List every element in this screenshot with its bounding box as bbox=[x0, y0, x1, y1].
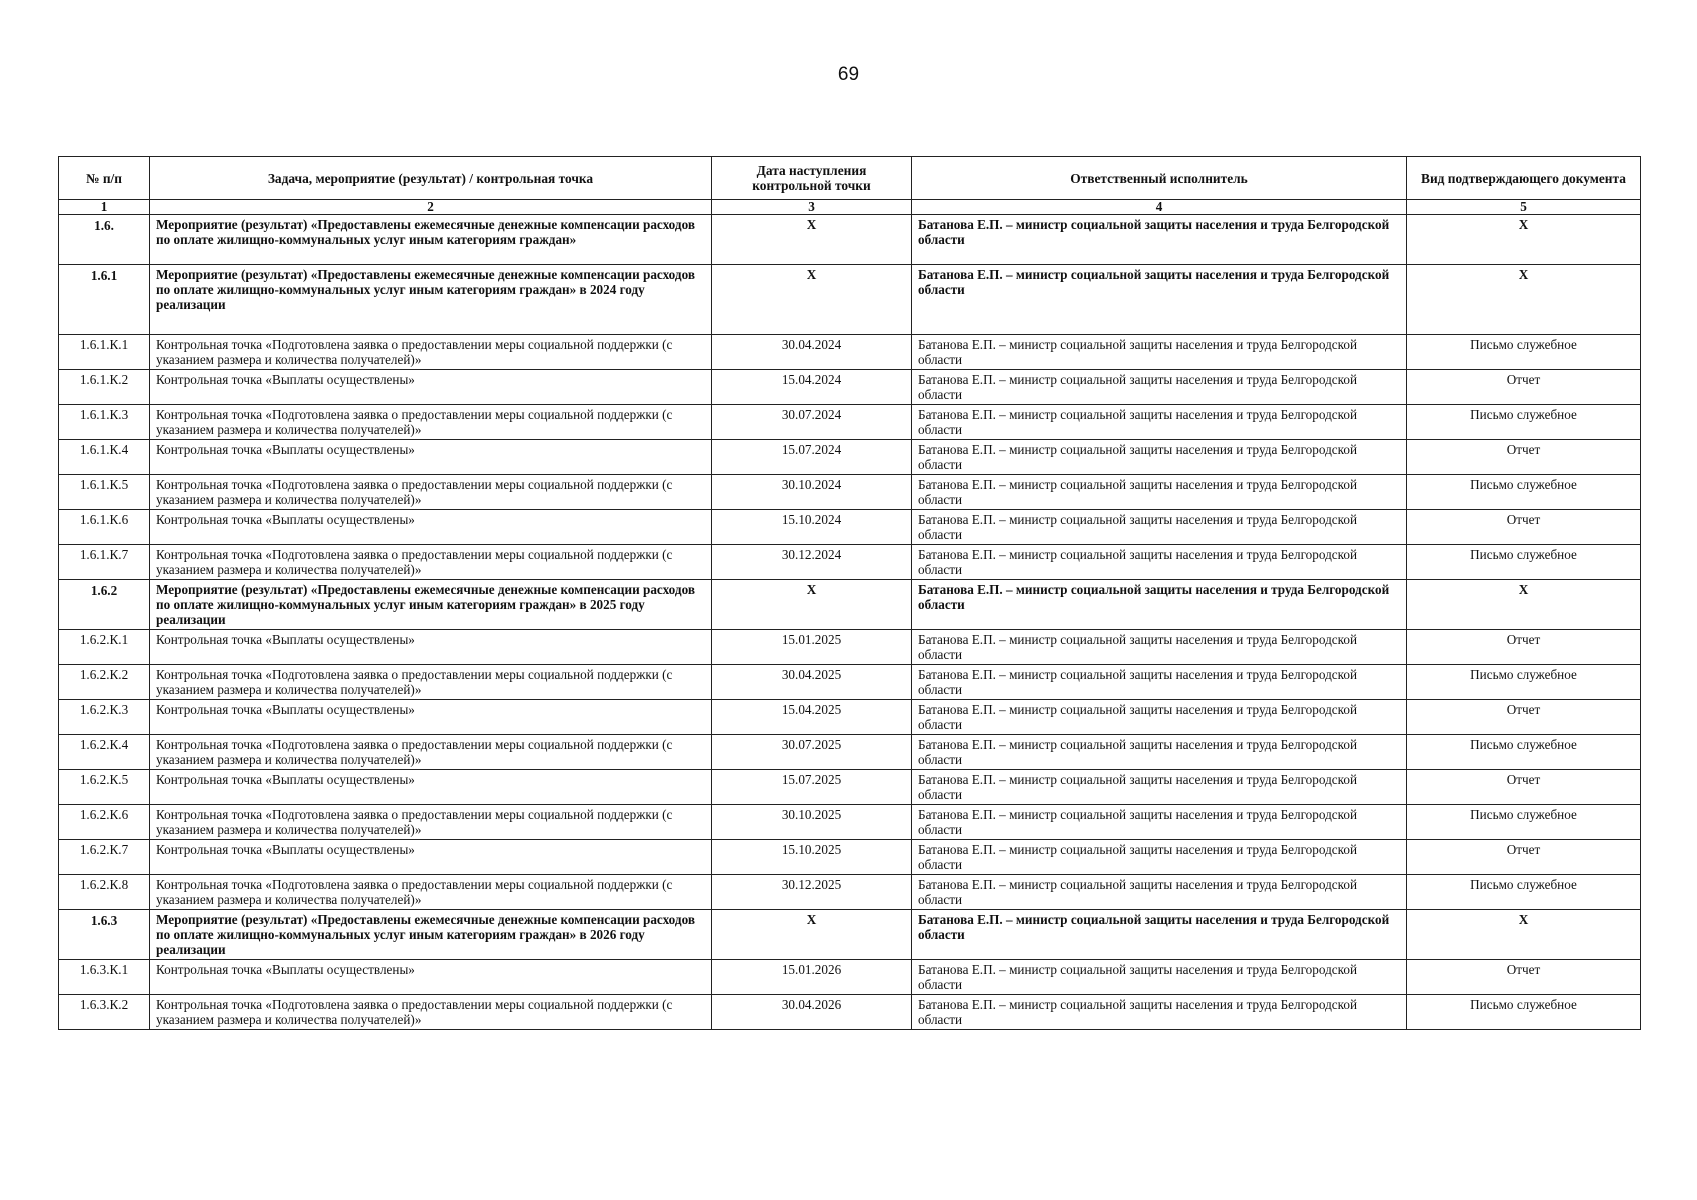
row-number: 1.6.2.К.1 bbox=[59, 630, 150, 665]
row-date: Х bbox=[712, 265, 912, 335]
row-document: Отчет bbox=[1407, 840, 1641, 875]
row-document: Письмо служебное bbox=[1407, 475, 1641, 510]
row-number: 1.6.2.К.4 bbox=[59, 735, 150, 770]
row-document: Письмо служебное bbox=[1407, 405, 1641, 440]
row-executor: Батанова Е.П. – министр социальной защиты населения и труда Белгородской области bbox=[912, 665, 1407, 700]
row-date: 15.04.2025 bbox=[712, 700, 912, 735]
row-date: 15.04.2024 bbox=[712, 370, 912, 405]
row-document: Отчет bbox=[1407, 700, 1641, 735]
column-number: 1 bbox=[59, 200, 150, 215]
table-row bbox=[59, 960, 1641, 995]
row-document: Письмо служебное bbox=[1407, 335, 1641, 370]
row-executor: Батанова Е.П. – министр социальной защиты населения и труда Белгородской области bbox=[912, 580, 1407, 630]
row-number: 1.6.3 bbox=[59, 910, 150, 960]
row-number: 1.6.1 bbox=[59, 265, 150, 335]
row-task: Контрольная точка «Выплаты осуществлены» bbox=[150, 440, 712, 475]
row-document: Отчет bbox=[1407, 510, 1641, 545]
row-task: Контрольная точка «Подготовлена заявка о предоставлении меры социальной поддержки (с указанием размера и количества получателей)» bbox=[150, 805, 712, 840]
row-date: 15.01.2025 bbox=[712, 630, 912, 665]
table-row bbox=[59, 805, 1641, 840]
row-executor: Батанова Е.П. – министр социальной защиты населения и труда Белгородской области bbox=[912, 875, 1407, 910]
row-number: 1.6.1.К.6 bbox=[59, 510, 150, 545]
table-row bbox=[59, 440, 1641, 475]
row-document: Письмо служебное bbox=[1407, 665, 1641, 700]
table-row bbox=[59, 770, 1641, 805]
row-task: Контрольная точка «Подготовлена заявка о предоставлении меры социальной поддержки (с указанием размера и количества получателей)» bbox=[150, 475, 712, 510]
row-task: Контрольная точка «Выплаты осуществлены» bbox=[150, 840, 712, 875]
header-document: Вид подтверждающего документа bbox=[1407, 157, 1641, 200]
row-task: Контрольная точка «Подготовлена заявка о предоставлении меры социальной поддержки (с указанием размера и количества получателей)» bbox=[150, 335, 712, 370]
row-date: 30.10.2024 bbox=[712, 475, 912, 510]
table-row bbox=[59, 475, 1641, 510]
row-date: 30.07.2024 bbox=[712, 405, 912, 440]
table-row bbox=[59, 840, 1641, 875]
row-date: 15.10.2025 bbox=[712, 840, 912, 875]
row-number: 1.6.3.К.2 bbox=[59, 995, 150, 1030]
row-task: Мероприятие (результат) «Предоставлены ежемесячные денежные компенсации расходов по оплате жилищно-коммунальных услуг иным категориям граждан» bbox=[150, 215, 712, 265]
table-row bbox=[59, 630, 1641, 665]
row-number: 1.6.1.К.4 bbox=[59, 440, 150, 475]
row-date: 15.07.2024 bbox=[712, 440, 912, 475]
row-executor: Батанова Е.П. – министр социальной защиты населения и труда Белгородской области bbox=[912, 770, 1407, 805]
row-document: Х bbox=[1407, 215, 1641, 265]
column-number: 5 bbox=[1407, 200, 1641, 215]
header-executor: Ответственный исполнитель bbox=[912, 157, 1407, 200]
control-points-table bbox=[58, 156, 1641, 1030]
row-document: Отчет bbox=[1407, 440, 1641, 475]
row-executor: Батанова Е.П. – министр социальной защиты населения и труда Белгородской области bbox=[912, 335, 1407, 370]
row-executor: Батанова Е.П. – министр социальной защиты населения и труда Белгородской области bbox=[912, 630, 1407, 665]
row-date: 15.10.2024 bbox=[712, 510, 912, 545]
table-row bbox=[59, 265, 1641, 335]
row-number: 1.6.1.К.3 bbox=[59, 405, 150, 440]
row-number: 1.6.1.К.2 bbox=[59, 370, 150, 405]
row-date: 30.04.2024 bbox=[712, 335, 912, 370]
row-executor: Батанова Е.П. – министр социальной защиты населения и труда Белгородской области bbox=[912, 510, 1407, 545]
row-task: Контрольная точка «Выплаты осуществлены» bbox=[150, 370, 712, 405]
row-document: Отчет bbox=[1407, 960, 1641, 995]
row-date: 30.10.2025 bbox=[712, 805, 912, 840]
row-task: Контрольная точка «Подготовлена заявка о предоставлении меры социальной поддержки (с указанием размера и количества получателей)» bbox=[150, 995, 712, 1030]
column-number: 2 bbox=[150, 200, 712, 215]
row-executor: Батанова Е.П. – министр социальной защиты населения и труда Белгородской области bbox=[912, 475, 1407, 510]
row-number: 1.6.2.К.8 bbox=[59, 875, 150, 910]
row-task: Контрольная точка «Выплаты осуществлены» bbox=[150, 770, 712, 805]
row-task: Контрольная точка «Подготовлена заявка о предоставлении меры социальной поддержки (с указанием размера и количества получателей)» bbox=[150, 875, 712, 910]
table-row bbox=[59, 370, 1641, 405]
row-number: 1.6.2 bbox=[59, 580, 150, 630]
column-number: 4 bbox=[912, 200, 1407, 215]
row-date: 30.12.2024 bbox=[712, 545, 912, 580]
row-number: 1.6.2.К.5 bbox=[59, 770, 150, 805]
row-executor: Батанова Е.П. – министр социальной защиты населения и труда Белгородской области bbox=[912, 405, 1407, 440]
row-number: 1.6.1.К.5 bbox=[59, 475, 150, 510]
row-executor: Батанова Е.П. – министр социальной защиты населения и труда Белгородской области bbox=[912, 910, 1407, 960]
row-executor: Батанова Е.П. – министр социальной защиты населения и труда Белгородской области bbox=[912, 440, 1407, 475]
row-number: 1.6.2.К.7 bbox=[59, 840, 150, 875]
row-task: Контрольная точка «Выплаты осуществлены» bbox=[150, 630, 712, 665]
row-document: Отчет bbox=[1407, 370, 1641, 405]
row-task: Контрольная точка «Выплаты осуществлены» bbox=[150, 960, 712, 995]
row-number: 1.6.2.К.3 bbox=[59, 700, 150, 735]
row-task: Контрольная точка «Выплаты осуществлены» bbox=[150, 700, 712, 735]
table-row bbox=[59, 700, 1641, 735]
row-executor: Батанова Е.П. – министр социальной защиты населения и труда Белгородской области bbox=[912, 700, 1407, 735]
page-number: 69 bbox=[837, 64, 860, 85]
row-date: 30.04.2025 bbox=[712, 665, 912, 700]
row-executor: Батанова Е.П. – министр социальной защиты населения и труда Белгородской области bbox=[912, 805, 1407, 840]
row-date: Х bbox=[712, 910, 912, 960]
row-executor: Батанова Е.П. – министр социальной защиты населения и труда Белгородской области bbox=[912, 735, 1407, 770]
row-document: Письмо служебное bbox=[1407, 735, 1641, 770]
column-number-row bbox=[59, 200, 1641, 215]
table-row bbox=[59, 875, 1641, 910]
table-row bbox=[59, 910, 1641, 960]
row-date: 15.07.2025 bbox=[712, 770, 912, 805]
row-date: 30.12.2025 bbox=[712, 875, 912, 910]
row-task: Мероприятие (результат) «Предоставлены ежемесячные денежные компенсации расходов по оплате жилищно-коммунальных услуг иным категориям граждан» в 2026 году реализации bbox=[150, 910, 712, 960]
row-task: Контрольная точка «Подготовлена заявка о предоставлении меры социальной поддержки (с указанием размера и количества получателей)» bbox=[150, 545, 712, 580]
row-document: Письмо служебное bbox=[1407, 805, 1641, 840]
table-row bbox=[59, 510, 1641, 545]
row-document: Х bbox=[1407, 910, 1641, 960]
table-row bbox=[59, 735, 1641, 770]
table-row bbox=[59, 335, 1641, 370]
table-header-row bbox=[59, 157, 1641, 200]
header-task: Задача, мероприятие (результат) / контрольная точка bbox=[150, 157, 712, 200]
row-document: Отчет bbox=[1407, 630, 1641, 665]
row-number: 1.6.1.К.7 bbox=[59, 545, 150, 580]
row-executor: Батанова Е.П. – министр социальной защиты населения и труда Белгородской области bbox=[912, 995, 1407, 1030]
row-task: Мероприятие (результат) «Предоставлены ежемесячные денежные компенсации расходов по оплате жилищно-коммунальных услуг иным категориям граждан» в 2025 году реализации bbox=[150, 580, 712, 630]
row-executor: Батанова Е.П. – министр социальной защиты населения и труда Белгородской области bbox=[912, 215, 1407, 265]
row-document: Письмо служебное bbox=[1407, 875, 1641, 910]
header-date: Дата наступления контрольной точки bbox=[712, 157, 912, 200]
row-number: 1.6. bbox=[59, 215, 150, 265]
row-date: Х bbox=[712, 580, 912, 630]
column-number: 3 bbox=[712, 200, 912, 215]
row-date: 30.07.2025 bbox=[712, 735, 912, 770]
row-executor: Батанова Е.П. – министр социальной защиты населения и труда Белгородской области bbox=[912, 960, 1407, 995]
row-task: Контрольная точка «Выплаты осуществлены» bbox=[150, 510, 712, 545]
row-task: Мероприятие (результат) «Предоставлены ежемесячные денежные компенсации расходов по оплате жилищно-коммунальных услуг иным категориям граждан» в 2024 году реализации bbox=[150, 265, 712, 335]
row-number: 1.6.3.К.1 bbox=[59, 960, 150, 995]
table-row bbox=[59, 545, 1641, 580]
row-number: 1.6.1.К.1 bbox=[59, 335, 150, 370]
row-number: 1.6.2.К.2 bbox=[59, 665, 150, 700]
row-document: Письмо служебное bbox=[1407, 995, 1641, 1030]
row-document: Отчет bbox=[1407, 770, 1641, 805]
row-executor: Батанова Е.П. – министр социальной защиты населения и труда Белгородской области bbox=[912, 265, 1407, 335]
row-number: 1.6.2.К.6 bbox=[59, 805, 150, 840]
row-task: Контрольная точка «Подготовлена заявка о предоставлении меры социальной поддержки (с указанием размера и количества получателей)» bbox=[150, 405, 712, 440]
table-row bbox=[59, 580, 1641, 630]
table-body bbox=[59, 215, 1641, 1030]
row-executor: Батанова Е.П. – министр социальной защиты населения и труда Белгородской области bbox=[912, 370, 1407, 405]
row-task: Контрольная точка «Подготовлена заявка о предоставлении меры социальной поддержки (с указанием размера и количества получателей)» bbox=[150, 665, 712, 700]
table-row bbox=[59, 995, 1641, 1030]
table-row bbox=[59, 215, 1641, 265]
table-row bbox=[59, 405, 1641, 440]
row-document: Х bbox=[1407, 265, 1641, 335]
row-date: Х bbox=[712, 215, 912, 265]
row-date: 15.01.2026 bbox=[712, 960, 912, 995]
row-date: 30.04.2026 bbox=[712, 995, 912, 1030]
header-number: № п/п bbox=[59, 157, 150, 200]
row-document: Письмо служебное bbox=[1407, 545, 1641, 580]
row-document: Х bbox=[1407, 580, 1641, 630]
row-executor: Батанова Е.П. – министр социальной защиты населения и труда Белгородской области bbox=[912, 545, 1407, 580]
row-executor: Батанова Е.П. – министр социальной защиты населения и труда Белгородской области bbox=[912, 840, 1407, 875]
table-row bbox=[59, 665, 1641, 700]
row-task: Контрольная точка «Подготовлена заявка о предоставлении меры социальной поддержки (с указанием размера и количества получателей)» bbox=[150, 735, 712, 770]
